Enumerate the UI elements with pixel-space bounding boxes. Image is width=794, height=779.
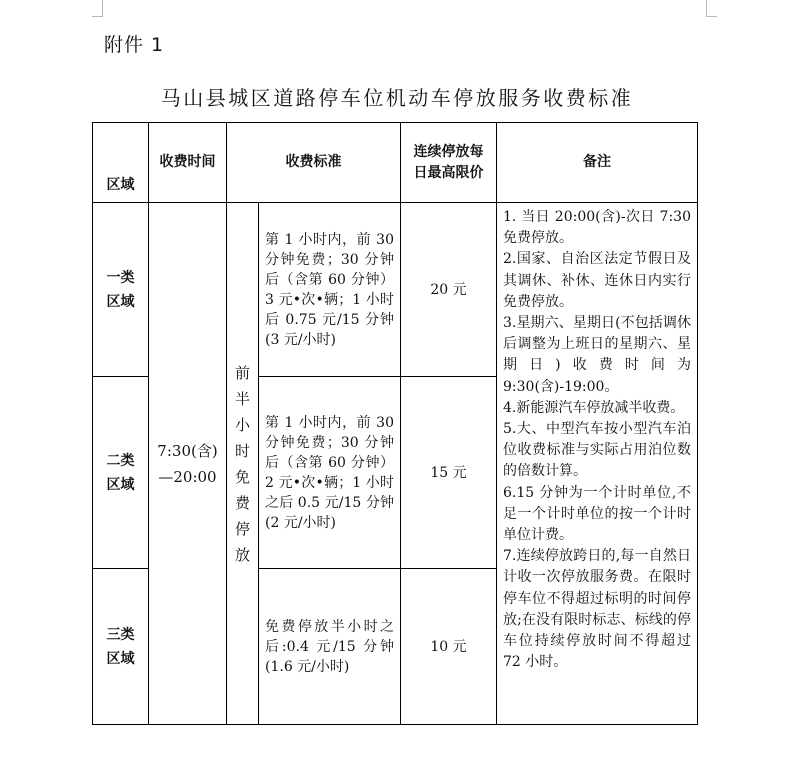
header-charge-standard: 收费标准 bbox=[227, 123, 401, 203]
note-item: 4.新能源汽车停放减半收费。 bbox=[503, 399, 685, 416]
fee-standard-table bbox=[92, 122, 698, 725]
note-item: 3.星期六、星期日(不包括调休后调整为上班日的星期六、星期日)收费时间为 9:30(含)-19:00。 bbox=[503, 315, 691, 395]
region-label: 二类区域 bbox=[106, 452, 135, 493]
table-row bbox=[93, 203, 698, 377]
header-notes: 备注 bbox=[497, 123, 698, 203]
region-cell bbox=[93, 569, 149, 725]
fee-cell: 第 1 小时内，前 30 分钟免费；30 分钟后（含第 60 分钟）3 元•次•辆；1 小时后 0.75 元/15 分钟(3 元/小时) bbox=[259, 203, 401, 377]
header-area: 区域 bbox=[93, 123, 149, 203]
note-item: 6.15 分钟为一个计时单位,不足一个计时单位的按一个计时单位计费。 bbox=[503, 484, 691, 544]
page-corner-mark-left bbox=[92, 0, 103, 17]
notes-cell bbox=[497, 203, 698, 725]
page-corner-mark-right bbox=[706, 0, 717, 17]
note-item: 2.国家、自治区法定节假日及其调休、补休、连休日内实行免费停放。 bbox=[503, 251, 691, 310]
cap-cell: 10 元 bbox=[401, 569, 497, 725]
region-label: 三类区域 bbox=[106, 626, 135, 667]
region-cell bbox=[93, 377, 149, 569]
header-daily-cap: 连续停放每日最高限价 bbox=[401, 123, 497, 203]
cap-cell: 15 元 bbox=[401, 377, 497, 569]
note-item: 7.连续停放跨日的,每一自然日计收一次停放服务费。在限时停车位不得超过标明的时间停放;在没有限时标志、标线的停车位持续停放时间不得超过 72 小时。 bbox=[503, 548, 691, 671]
region-cell bbox=[93, 203, 149, 377]
free-half-hour-cell bbox=[227, 203, 259, 725]
header-charge-time: 收费时间 bbox=[149, 123, 227, 203]
note-item: 5.大、中型汽车按小型汽车泊位收费标准与实际占用泊位数的倍数计算。 bbox=[503, 421, 691, 480]
attachment-label: 附件 1 bbox=[104, 34, 165, 56]
region-label: 一类区域 bbox=[106, 269, 135, 310]
cap-cell: 20 元 bbox=[401, 203, 497, 377]
fee-cell: 第 1 小时内，前 30 分钟免费；30 分钟后（含第 60 分钟）2 元•次•辆；1 小时之后 0.5 元/15 分钟(2 元/小时) bbox=[259, 377, 401, 569]
free-half-hour-text: 前半小时免费停放 bbox=[234, 363, 250, 564]
charge-time-value: 7:30(含)—20:00 bbox=[157, 441, 218, 486]
note-item: 1. 当日 20:00(含)-次日 7:30 免费停放。 bbox=[503, 209, 691, 247]
fee-cell: 免费停放半小时之后:0.4 元/15 分钟(1.6 元/小时) bbox=[259, 569, 401, 725]
charge-time-cell bbox=[149, 203, 227, 725]
header-row bbox=[93, 123, 698, 203]
document-title: 马山县城区道路停车位机动车停放服务收费标准 bbox=[160, 86, 634, 110]
